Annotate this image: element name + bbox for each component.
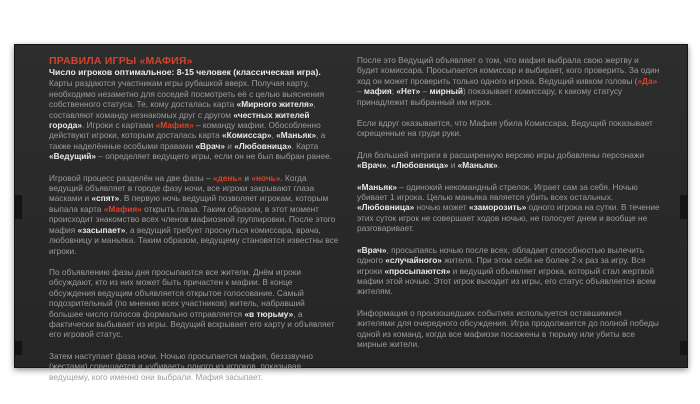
paragraph-maniac: «Маньяк» – одинокий некомандный стрелок. Играет сам за себя. Ночью убивает 1 игрока. Целью маньяка является убить всех остальных. «Любовница» ночью может «заморозить» одного игрока на сутки. В течение этих суток игрок не совершает ходов ночью, не голосует днем и вообще не разговаривает. — [357, 181, 660, 234]
right-bottom-notch — [680, 341, 688, 355]
paragraph-cards: Карты раздаются участникам игры рубашкой вверх. Получая карту, необходимо незаметно для соседей посмотреть её с целью выяснения собственного статуса. Те, кому досталась карта «Мирного жителя», составляют команду незнакомых друг с другом «честных жителей города». Игроки с картами «Мафия» – команду мафии. Обособленно действуют игроки, которым досталась карта «Комиссар», «Маньяк», а также наделённые особыми правами «Врач» и «Любовница». Карта «Ведущий» – определяет ведущего игры, если он не был выбран ранее. — [49, 78, 333, 162]
left-bottom-notch — [14, 341, 22, 355]
paragraph-extended: Для большей интриги в расширенную версию игры добавлены персонажи «Врач», «Любовница» и «Маньяк». — [357, 149, 645, 171]
paragraph-night: Затем наступает фаза ночи. Ночью просыпается мафия, безззвучно (жестами) совещается и «убивает» одного из игроков, показывая ведущему, кого именно они выбрали. Мафия засыпает. — [49, 350, 313, 382]
left-notch — [14, 195, 22, 219]
right-notch — [680, 195, 688, 219]
paragraph-commissar: После это Ведущий объявляет о том, что мафия выбрала свою жертву и будит комиссара. Просыпается комиссар и выбирает, кого проверить. За один ход он может проверить только одного игрока. Ведущий кивком головы («Да» – мафия; «Нет» – мирный) показывает комиссару, к какому статусу принадлежит выбранный им игрок. — [357, 55, 660, 107]
paragraph-ending: Информация о произошедших событиях используется оставшимися жителями для очередного обсуждения. Игра продолжается до полной победы одной из команд, когда все мафиози посажены в тюрьму или убиты все мирные жители. — [357, 307, 659, 349]
paragraph-phases: Игровой процесс разделён на две фазы – «день» и «ночь». Когда ведущий объявляет в городе фазу ночи, все игроки закрывают глаза масками и «спят». В первую ночь ведущий позволяет игрокам, которым выпала карта «Мафия» открыть глаза. Таким образом, в этот момент происходит знакомство всех членов мафиозной группировки. После этого мафия «засыпает», а ведущий требует проснуться комиссара, врача, любовницу и маньяка. Таким образом, ведущему становятся известны все игроки. — [49, 172, 339, 256]
rules-card — [14, 44, 688, 382]
rules-title: ПРАВИЛА ИГРЫ «МАФИЯ» — [49, 55, 193, 67]
players-count: Число игроков оптимальное: 8-15 человек (классическая игра). — [49, 67, 321, 77]
right-column — [357, 55, 661, 360]
left-column — [49, 55, 339, 393]
paragraph-doctor: «Врач», просыпаясь ночью после всех, обладает способностью вылечить одного «случайного» жителя. При этом себя не более 2-х раз за игру. Все игроки «просыпаются» и ведущий объявляет игрока, который стал жертвой мафии этой ночью. Этот игрок выходит из игры, его статус объявляется всем жителям. — [357, 244, 656, 297]
paragraph-day: По объявлению фазы дня просыпаются все жители. Днём игроки обсуждают, кто из них может быть причастен к мафии. В конце обсуждения ведущим объявляется открытое голосование. Самый подозрительный (по мнению всех участников) житель, набравший большее число голосов формально отправляется «в тюрьму», а фактически выбывает из игры. Ведущий вскрывает его карту и объявляет его игровой статус. — [49, 266, 335, 340]
paragraph-commissar-killed: Если вдруг оказывается, что Мафия убила Комиссара, Ведущий показывает скрещенные на груди руки. — [357, 118, 653, 139]
